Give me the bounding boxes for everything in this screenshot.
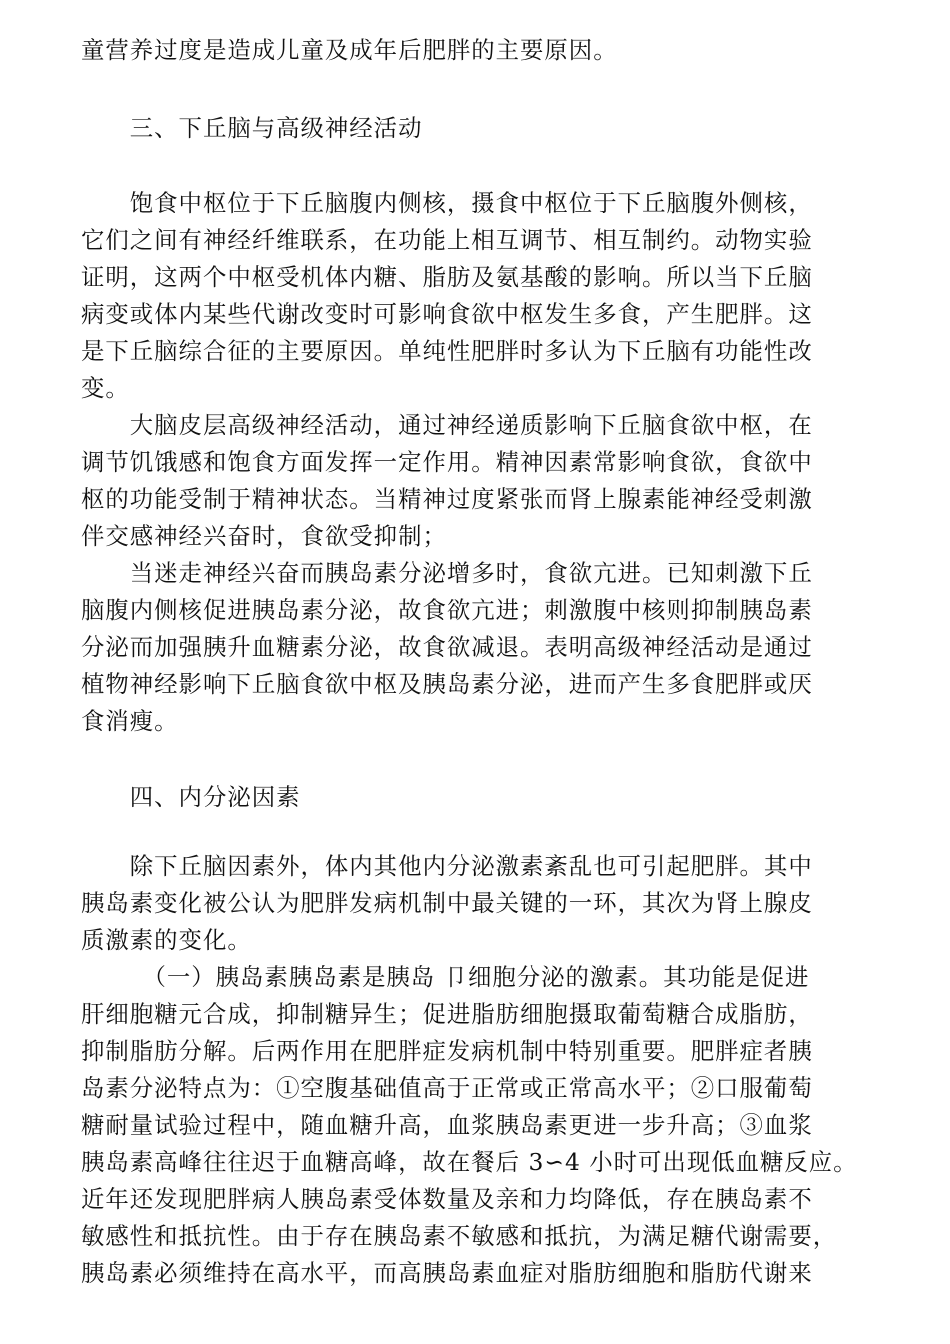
section-heading: 三、下丘脑与高级神经活动 xyxy=(81,114,423,142)
text-line: 调节饥饿感和饱食方面发挥一定作用。精神因素常影响食欲，食欲中 xyxy=(81,448,813,476)
text-line: 近年还发现肥胖病人胰岛素受体数量及亲和力均降低，存在胰岛素不 xyxy=(81,1185,813,1213)
text-line: 糖耐量试验过程中，随血糖升高，血浆胰岛素更进一步升高；③血浆 xyxy=(81,1111,813,1139)
text-line: 变。 xyxy=(81,374,130,402)
text-line: 病变或体内某些代谢改变时可影响食欲中枢发生多食，产生肥胖。这 xyxy=(81,300,813,328)
text-line: 岛素分泌特点为：①空腹基础值高于正常或正常高水平；②口服葡萄 xyxy=(81,1074,813,1102)
text-line: 它们之间有神经纤维联系，在功能上相互调节、相互制约。动物实验 xyxy=(81,226,813,254)
text-line: 当迷走神经兴奋而胰岛素分泌增多时，食欲亢进。已知刺激下丘 xyxy=(81,559,813,587)
text-line: 质激素的变化。 xyxy=(81,926,252,954)
text-line: 枢的功能受制于精神状态。当精神过度紧张而肾上腺素能神经受刺激 xyxy=(81,485,813,513)
subsection-line: （一）胰岛素胰岛素是胰岛 卩细胞分泌的激素。其功能是促进 xyxy=(81,963,810,991)
section-heading: 四、内分泌因素 xyxy=(81,783,301,811)
text-line: 肝细胞糖元合成，抑制糖异生；促进脂肪细胞摄取葡萄糖合成脂肪， xyxy=(81,1000,813,1028)
text-line: 分泌而加强胰升血糖素分泌，故食欲减退。表明高级神经活动是通过 xyxy=(81,633,813,661)
text-line: 胰岛素高峰往往迟于血糖高峰，故在餐后 3∽4 小时可出现低血糖反应。 xyxy=(81,1148,858,1176)
text-line: 敏感性和抵抗性。由于存在胰岛素不敏感和抵抗，为满足糖代谢需要， xyxy=(81,1222,838,1250)
text-line: 脑腹内侧核促进胰岛素分泌，故食欲亢进；刺激腹中核则抑制胰岛素 xyxy=(81,596,813,624)
text-line: 伴交感神经兴奋时，食欲受抑制； xyxy=(81,522,447,550)
text-line: 植物神经影响下丘脑食欲中枢及胰岛素分泌，进而产生多食肥胖或厌 xyxy=(81,670,813,698)
text-line: 胰岛素变化被公认为肥胖发病机制中最关键的一环，其次为肾上腺皮 xyxy=(81,889,813,917)
text-line: 胰岛素必须维持在高水平，而高胰岛素血症对脂肪细胞和脂肪代谢来 xyxy=(81,1259,813,1287)
text-line: 食消瘦。 xyxy=(81,707,179,735)
text-line: 证明，这两个中枢受机体内糖、脂肪及氨基酸的影响。所以当下丘脑 xyxy=(81,263,813,291)
text-line: 抑制脂肪分解。后两作用在肥胖症发病机制中特别重要。肥胖症者胰 xyxy=(81,1037,813,1065)
text-line: 大脑皮层高级神经活动，通过神经递质影响下丘脑食欲中枢，在 xyxy=(81,411,813,439)
text-line: 饱食中枢位于下丘脑腹内侧核，摄食中枢位于下丘脑腹外侧核， xyxy=(81,189,813,217)
text-line: 是下丘脑综合征的主要原因。单纯性肥胖时多认为下丘脑有功能性改 xyxy=(81,337,813,365)
text-line: 除下丘脑因素外，体内其他内分泌激素紊乱也可引起肥胖。其中 xyxy=(81,852,813,880)
text-line: 童营养过度是造成儿童及成年后肥胖的主要原因。 xyxy=(81,36,618,64)
